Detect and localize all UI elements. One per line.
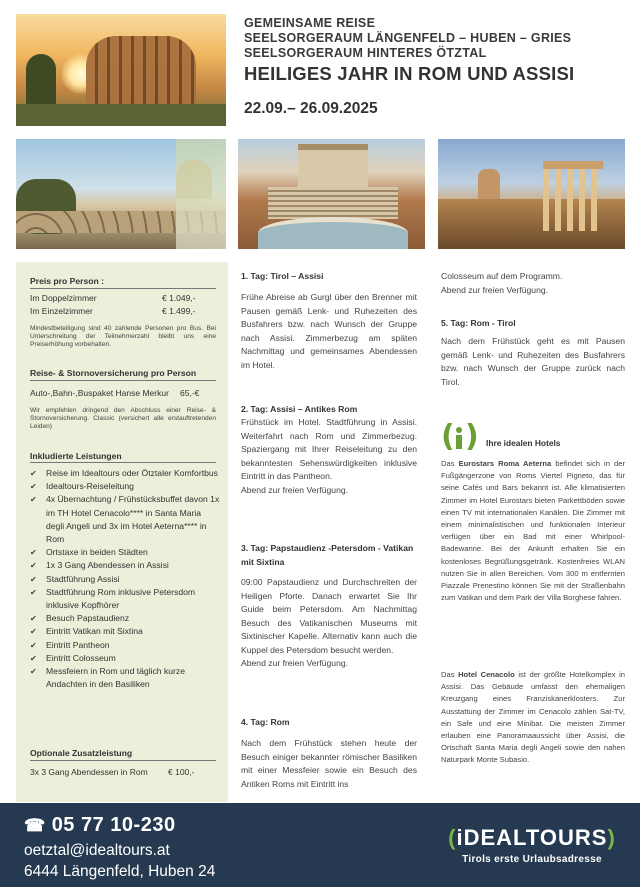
- day-2-text: Frühstück im Hotel. Stadtführung in Assisi. Weiterfahrt nach Rom und Zimmerbezug. Spaziergang mit Ihrer Reiseleitung zu den bekanntesten Sehenswürdigkeiten inklusive Eintritt in das Pantheon. Abend zur freien Verfügung.: [241, 417, 417, 495]
- day-3-text: 09:00 Papstaudienz und Durchschreiten der Heiligen Pforte. Danach erwartet Sie Ihr Guide beim Petersdom. Am Nachmittag Besuch des Vatikanischen Museums mit Sixtinischer Kapelle. Alternativ kann auch die Kuppel des Petersdom besucht werden. Abend zur freien Verfügung.: [241, 577, 417, 668]
- hotel-eurostars-text: Das Eurostars Roma Aeterna befindet sich in der Fußgängerzone von Roms Viertel Pigneto, das für seine Cafés und Bars bekannt ist. Alle klimatisierten Zimmer im Hotel Eurostars bieten Parkettböden sowie einen TV mit internationalen Kanälen. Die Zimmer mit einem minimalistischen und funktionalen Interieur verfügen über ein Bad mit einer Whirlpool-Badewanne. Bei der Ankunft erhalten Sie ein kostenloses Begrüßungsgetränk. Kostenfreies WLAN nutzen Sie in allen Bereichen. Vom 300 m entfernten Piazzale Prenestino können Sie mit der Straßenbahn zum Vatikan und dem Park der Villa Borghese fahren.: [441, 459, 626, 603]
- insurance-note: Wir empfehlen dringend den Abschluss einer Reise- & Stornoversicherung. Classic (versichert alle erstauftretenden Leiden): [30, 407, 216, 431]
- divider: [30, 288, 216, 289]
- list-item: ✔ Eintritt Vatikan mit Sixtina: [30, 625, 220, 638]
- list-item: ✔ Messfeiern in Rom und täglich kurze Andachten in den Basiliken: [30, 665, 220, 691]
- list-item: ✔ Besuch Papstaudienz: [30, 612, 220, 625]
- insurance-row: Auto-,Bahn-,Buspaket Hanse Merkur 65,-€: [30, 388, 200, 398]
- day-1-text: Frühe Abreise ab Gurgl über den Brenner mit Pausen gemäß Lenk- und Ruhezeiten des Busfahrers bzw. nach Wunsch der Gruppe nach Assisi. Zimmerbezug am späten Nachmittag und gemeinsames Abendessen im Hotel.: [241, 292, 417, 370]
- day-2-title: 2. Tag: Assisi – Antikes Rom: [241, 404, 358, 414]
- day-4-continued: Colosseum auf dem Programm. Abend zur freien Verfügung.: [441, 271, 563, 295]
- telephone-icon: ☎: [24, 816, 46, 835]
- photo-vatican: [16, 139, 226, 249]
- page-title: HEILIGES JAHR IN ROM UND ASSISI: [244, 63, 575, 84]
- day-3-title: 3. Tag: Papstaudienz -Petersdom - Vatikan mit Sixtina: [241, 543, 414, 567]
- day-4-title: 4. Tag: Rom: [241, 717, 290, 727]
- hotels-heading: Ihre idealen Hotels: [486, 438, 561, 448]
- day-5-text: Nach dem Frühstück geht es mit Pausen gemäß Lenk- und Ruhezeiten des Busfahrers bzw. nach Wunsch der Gruppe zurück nach Tirol.: [441, 336, 625, 387]
- divider: [30, 380, 216, 381]
- brand-tagline: Tirols erste Urlaubsadresse: [462, 854, 602, 865]
- header-line-2: SEELSORGERAUM LÄNGENFELD – HUBEN – GRIES: [244, 31, 572, 45]
- list-item: ✔ Stadtführung Rom inklusive Petersdom inklusive Kopfhörer: [30, 586, 220, 612]
- travel-dates: 22.09.– 26.09.2025: [244, 100, 378, 117]
- photo-forum-romanum: [438, 139, 625, 249]
- info-i-icon: ( ): [441, 419, 479, 454]
- insurance-heading: Reise- & Stornoversicherung pro Person: [30, 368, 197, 378]
- photo-colosseum: [16, 14, 226, 126]
- hotel-cenacolo-name: Hotel Cenacolo: [458, 670, 515, 679]
- price-note: Mindestbeteiligung sind 40 zahlende Personen pro Bus. Bei Unterschreitung der Teilnehmerzahl bleibt uns eine Preiserhöhung vorbehalten.: [30, 325, 216, 349]
- list-item: ✔ Ortstaxe in beiden Städten: [30, 546, 220, 559]
- price-row-double: Im Doppelzimmer € 1.049,-: [30, 293, 196, 303]
- hotel-eurostars-name: Eurostars Roma Aeterna: [458, 459, 552, 468]
- email-link[interactable]: oetzta​l@idealtours.at: [24, 842, 170, 859]
- footer: [0, 803, 640, 887]
- brand-logo: (iDEALTOURS): [448, 825, 616, 850]
- list-item: ✔ 4x Übernachtung / Frühstücksbuffet davon 1x im TH Hotel Cenacolo**** in Santa Maria degli Angeli und 3x im Hotel Aeterna**** in Rom: [30, 493, 220, 546]
- included-heading: Inkludierte Leistungen: [30, 451, 122, 461]
- header-line-1: GEMEINSAME REISE: [244, 16, 376, 30]
- price-heading: Preis pro Person :: [30, 276, 105, 286]
- list-item: ✔ Reise im Idealtours oder Ötztaler Komfortbus: [30, 467, 220, 480]
- divider: [30, 462, 216, 463]
- phone-number[interactable]: ☎ 05 77 10-230: [24, 814, 176, 836]
- price-info-box: [16, 262, 228, 802]
- address: 6444 Längenfeld, Huben 24: [24, 863, 216, 880]
- day-4-text: Nach dem Frühstück stehen heute der Besuch einiger bekannter römischer Basiliken mit einer Messfeier sowie ein Besuch des Antiken Roms mit Eintritt ins: [241, 738, 417, 789]
- header-line-3: SEELSORGERAUM HINTERES ÖTZTAL: [244, 46, 487, 60]
- day-1-title: 1. Tag: Tirol – Assisi: [241, 271, 324, 281]
- list-item: ✔ Eintritt Colosseum: [30, 652, 220, 665]
- list-item: ✔ Stadtführung Assisi: [30, 573, 220, 586]
- optional-heading: Optionale Zusatzleistung: [30, 748, 133, 758]
- day-5-title: 5. Tag: Rom - Tirol: [441, 318, 516, 328]
- list-item: ✔ 1x 3 Gang Abendessen in Assisi: [30, 559, 220, 572]
- price-row-single: Im Einzelzimmer € 1.499,-: [30, 306, 196, 316]
- photo-spanish-steps: [238, 139, 425, 249]
- optional-row: 3x 3 Gang Abendessen in Rom € 100,-: [30, 767, 195, 777]
- list-item: ✔ Eintritt Pantheon: [30, 639, 220, 652]
- included-list: [30, 467, 220, 691]
- hotel-cenacolo-text: Das Hotel Cenacolo ist der größte Hotelkomplex in Assisi. Das Gebäude umfasst den ehemaligen Kreuzgang eines Franziskanerklosters. Zur Ausstattung der Zimmer im Cenacolo zählen Sat-TV, ein Safe und eine Minibar. Die meisten Zimmer erlauben eine Panoramaaussicht über Assisi, die Ortschaft Santa Maria degli Angeli sowie den nahen Naturpark Monte Subasio.: [441, 670, 625, 765]
- list-item: ✔ Idealtours-Reiseleitung: [30, 480, 220, 493]
- divider: [30, 760, 216, 761]
